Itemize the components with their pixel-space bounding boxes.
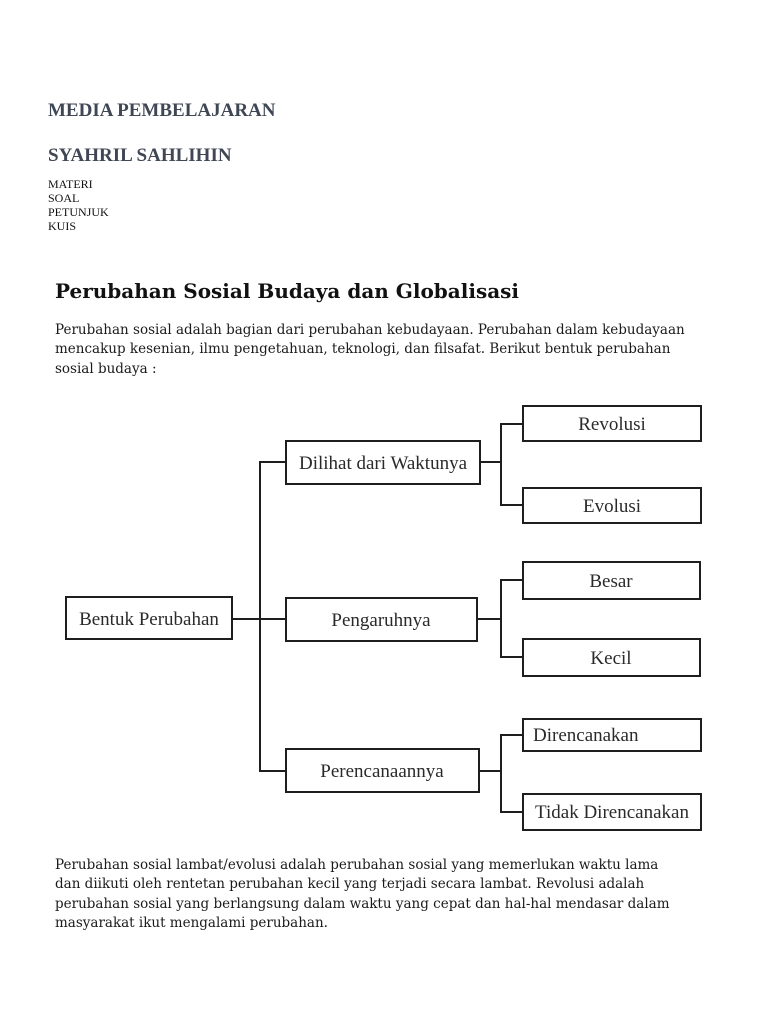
article-heading: Perubahan Sosial Budaya dan Globalisasi [55,279,520,303]
site-title: MEDIA PEMBELAJARAN [48,100,276,121]
node-perencanaan-label: Perencanaannya [320,761,444,782]
node-root [66,597,232,639]
diagram-bentuk-perubahan [0,395,768,840]
main-menu [48,177,109,233]
node-besar [523,562,700,599]
node-kecil-label: Kecil [590,648,632,669]
node-besar-label: Besar [589,571,633,592]
closing-line: dan diikuti oleh rentetan perubahan kecil yang terjadi secara lambat. Revolusi adalah [55,876,645,893]
closing-line: Perubahan sosial lambat/evolusi adalah perubahan sosial yang memerlukan waktu lama [55,857,659,873]
node-evolusi [523,488,701,523]
node-revolusi [523,406,701,441]
menu-item-materi[interactable]: MATERI [48,177,93,191]
menu-item-soal[interactable]: SOAL [48,191,80,205]
node-tidak-direncanakan-label: Tidak Direncanakan [535,802,689,823]
intro-paragraph [55,321,685,379]
closing-paragraph [55,856,670,934]
closing-line: perubahan sosial yang berlangsung dalam waktu yang cepat dan hal-hal mendasar dalam [55,895,670,912]
intro-line: sosial budaya : [55,360,157,377]
node-root-label: Bentuk Perubahan [79,609,219,630]
menu-item-petunjuk[interactable]: PETUNJUK [48,205,109,219]
node-direncanakan-label: Direncanakan [533,725,639,746]
menu-item-kuis[interactable]: KUIS [48,219,77,233]
node-direncanakan [523,719,701,751]
closing-line: masyarakat ikut mengalami perubahan. [55,915,328,932]
node-pengaruh [286,598,477,641]
site-author: SYAHRIL SAHLIHIN [48,145,232,166]
node-tidak-direncanakan [523,794,701,830]
intro-line: mencakup kesenian, ilmu pengetahuan, teknologi, dan filsafat. Berikut bentuk perubahan [55,341,671,358]
node-evolusi-label: Evolusi [582,496,642,517]
node-revolusi-label: Revolusi [578,414,646,435]
node-pengaruh-label: Pengaruhnya [331,610,431,631]
intro-line: Perubahan sosial adalah bagian dari perubahan kebudayaan. Perubahan dalam kebudayaan [55,322,685,338]
node-waktu-label: Dilihat dari Waktunya [298,453,468,474]
node-kecil [523,639,700,676]
node-waktu [286,441,480,484]
node-perencanaan [286,749,479,792]
